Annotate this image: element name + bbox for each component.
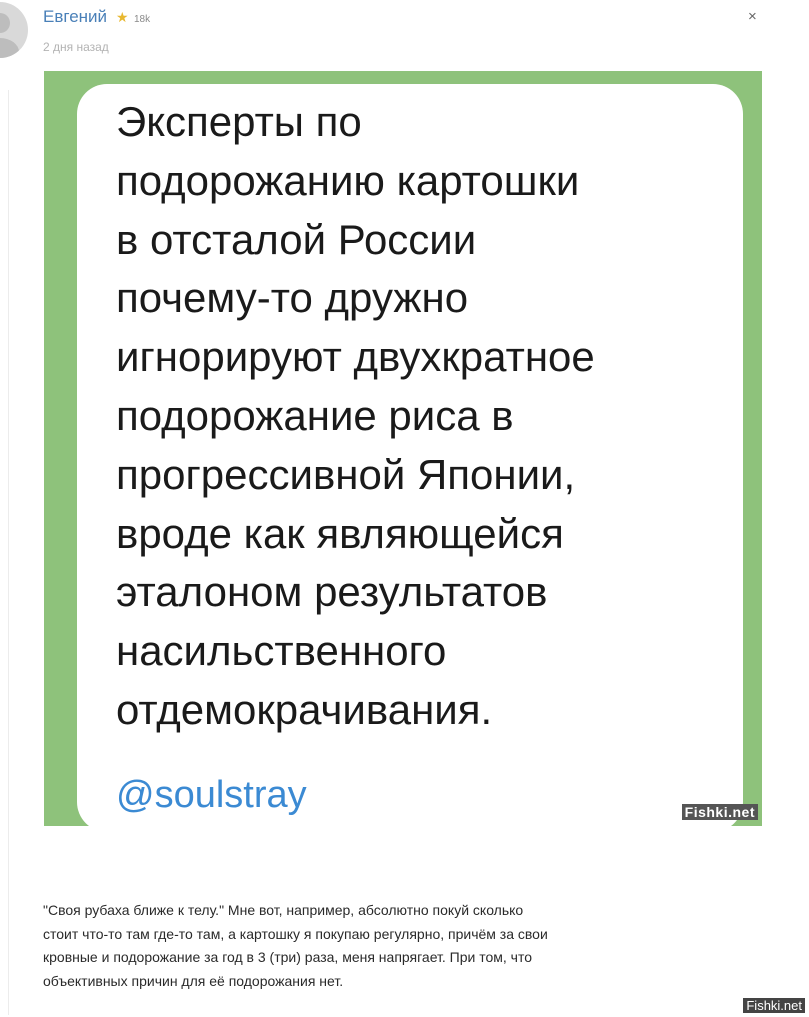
message-text xyxy=(116,93,736,740)
star-icon: ★ xyxy=(116,9,129,25)
message-line: прогрессивной Японии, xyxy=(116,450,576,498)
thread-line xyxy=(8,90,9,1015)
comment-line: "Своя рубаха ближе к телу." Мне вот, например, абсолютно покуй сколько xyxy=(43,902,524,918)
user-avatar-icon xyxy=(0,2,28,58)
message-line: подорожанию картошки xyxy=(116,156,580,204)
comment-line: стоит что-то там где-то там, а картошку я покупаю регулярно, причём за свои xyxy=(43,925,548,942)
author-rating: 18k xyxy=(134,14,151,25)
message-line: насильственного xyxy=(116,627,447,675)
message-line: почему-то дружно xyxy=(116,274,469,322)
author-name[interactable]: Евгений xyxy=(43,7,108,26)
comment-line: кровные и подорожание за год в 3 (три) раза, меня напрягает. При том, что xyxy=(43,949,532,965)
message-line: игнорируют двухкратное xyxy=(116,333,595,381)
image-watermark: Fishki.net xyxy=(682,804,758,820)
avatar[interactable] xyxy=(0,2,28,58)
message-line: подорожание риса в xyxy=(116,391,514,439)
site-watermark: Fishki.net xyxy=(743,998,805,1013)
channel-handle: @soulstray xyxy=(116,774,307,816)
message-line: отдемокрачивания. xyxy=(116,685,493,733)
message-line: эталоном результатов xyxy=(116,568,548,616)
message-line: в отсталой России xyxy=(116,215,477,263)
post-image[interactable] xyxy=(44,71,762,826)
message-line: вроде как являющейся xyxy=(116,509,564,557)
message-line: Эксперты по xyxy=(116,98,362,145)
comment-text xyxy=(43,899,763,993)
comment-line: объективных причин для её подорожания нет. xyxy=(43,972,344,989)
close-icon[interactable]: × xyxy=(748,8,757,25)
post-time: 2 дня назад xyxy=(43,40,109,54)
